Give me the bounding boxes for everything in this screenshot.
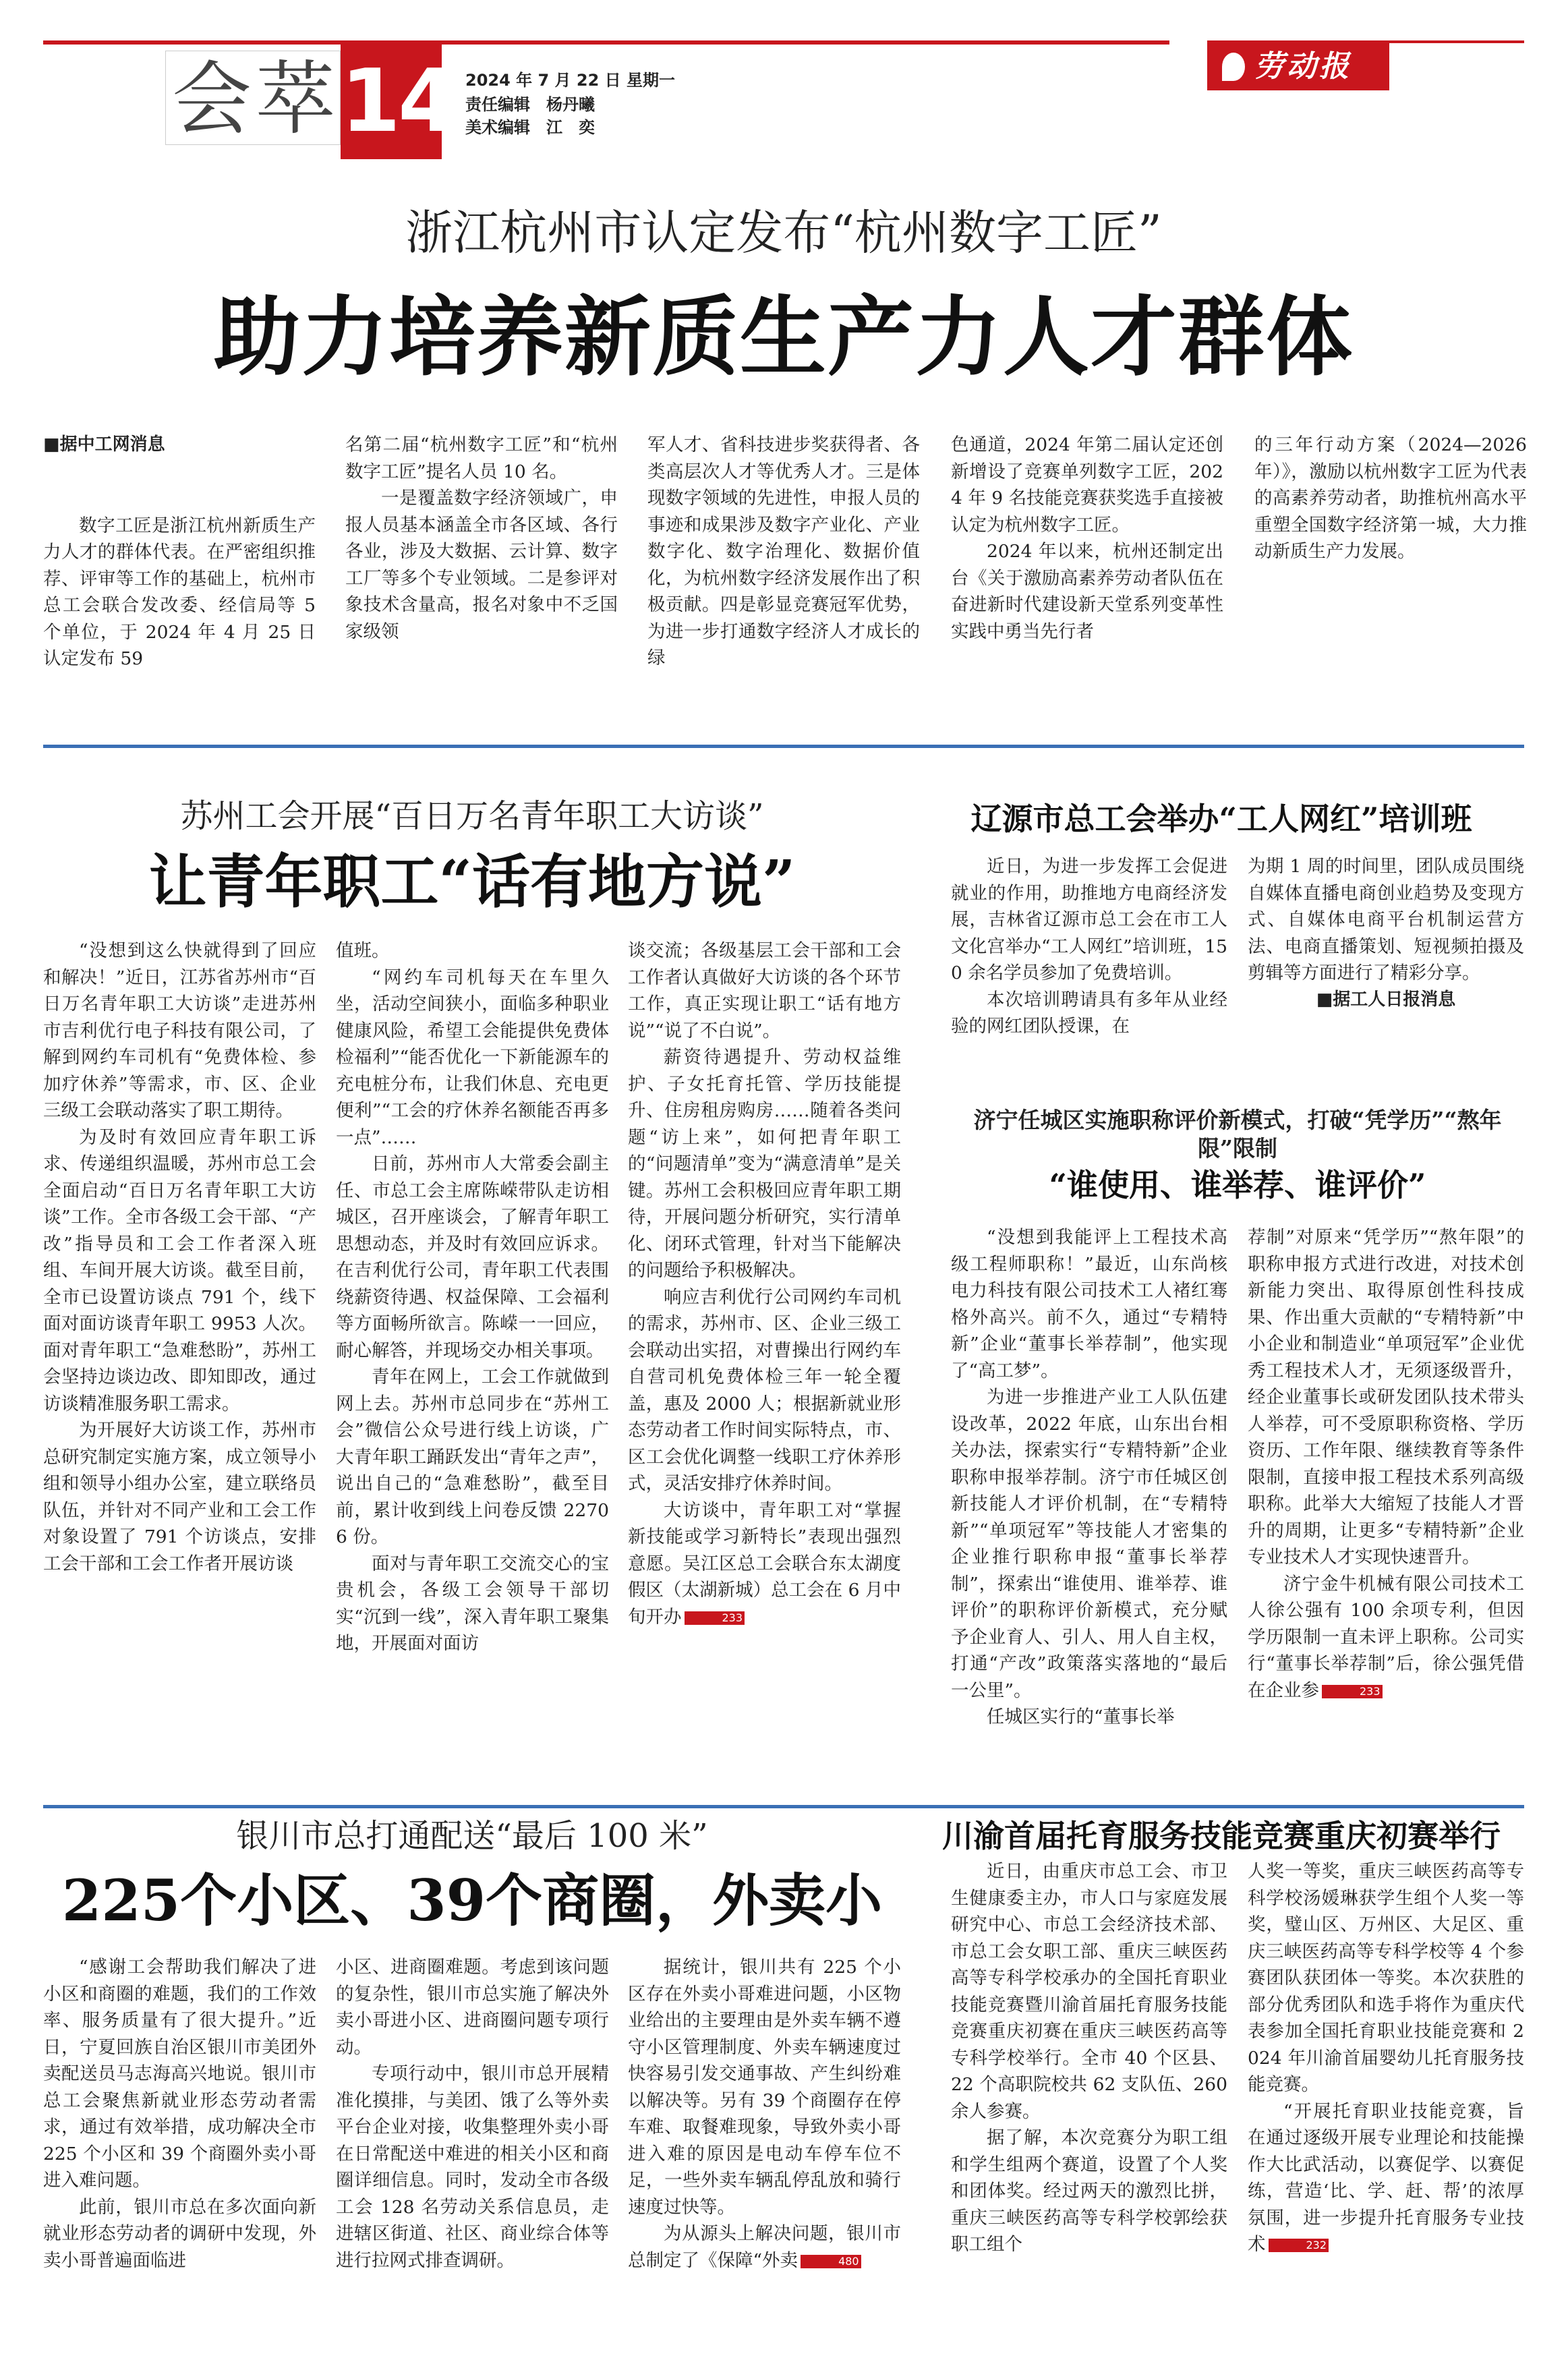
continued-page-tag[interactable]: 480 [801,2255,861,2268]
paragraph: 青年在网上，工会工作就做到网上去。苏州市总同步在“苏州工会”微信公众号进行线上访谈，广大青年职工踊跃发出“青年之声”，说出自己的“急难愁盼”，截至目前，累计收到线上问卷反馈 22706 份。 [336,1367,609,1547]
paragraph: 据了解，本次竞赛分为职工组和学生组两个赛道，设置了个人奖和团体奖。经过两天的激烈比拼，重庆三峡医药高等专科学校郭绘获职工组个 [951,2127,1227,2255]
paragraph: “没想到我能评上工程技术高级工程师职称！”最近，山东尚核电力科技有限公司技术工人褚红骞格外高兴。前不久，通过“专精特新”企业“董事长举荐制”，他实现了“高工梦”。 [951,1227,1227,1381]
paragraph: 的三年行动方案（2024—2026 年）》，激励以杭州数字工匠为代表的高素养劳动者，助推杭州高水平重塑全国数字经济第一城，大力推动新质生产力发展。 [1254,434,1527,562]
continued-page-tag[interactable]: 233 [685,1611,745,1625]
paragraph: “感谢工会帮助我们解决了进小区和商圈的难题，我们的工作效率、服务质量有了很大提升。”近日，宁夏回族自治区银川市美团外卖配送员马志海高兴地说。银川市总工会聚焦新就业形态劳动者需求，通过有效举措，成功解决全市 225 个小区和 39 个商圈外卖小哥进入难问题。 [43,1957,316,2191]
art5-col1 [43,1954,316,2274]
art2-col3 [628,938,901,1630]
section-box [165,51,341,145]
art6-col1 [951,1858,1227,2258]
paragraph: 据统计，银川共有 225 个小区存在外卖小哥难进问题，小区物业给出的主要理由是外卖车辆不遵守小区管理制度、外卖车辆速度过快容易引发交通事故、产生纠纷难以解决等。另有 39 个商圈存在停车难、取餐难现象，导致外卖小哥进入难的原因是电动车停车位不足，一些外卖车辆乱停乱放和骑行速度过快等。 [628,1957,901,2218]
art-editor: 美术编辑 江 奕 [465,118,595,137]
paragraph: 为及时有效回应青年职工诉求、传递组织温暖，苏州市总工会全面启动“百日万名青年职工大访谈”工作。全市各级工会干部、“产改”指导员和工会工作者深入班组、车间开展大访谈。截至目前，全市已设置访谈点 791 个，线下面对面访谈青年职工 9953 人次。面对青年职工“急难愁盼”，苏州工会坚持边谈边改、即知即改，通过访谈精准服务职工需求。 [43,1126,316,1414]
paragraph: 色通道，2024 年第二届认定还创新增设了竞赛单列数字工匠，2024 年 9 名技能竞赛获奖选手直接被认定为杭州数字工匠。 [951,434,1223,536]
paragraph: 为期 1 周的时间里，团队成员围绕自媒体直播电商创业趋势及变现方式、自媒体电商平台机制运营方法、电商直播策划、短视频拍摄及剪辑等方面进行了精彩分享。 [1248,856,1524,983]
paragraph-text: 济宁金牛机械有限公司技术工人徐公强有 100 余项专利，但因学历限制一直未评上职称。公司实行“董事长举荐制”后，徐公强凭借在企业参 [1248,1573,1524,1701]
paragraph: “网约车司机每天在车里久坐，活动空间狭小，面临多种职业健康风险，希望工会能提供免费体检福利”“能否优化一下新能源车的充电桩分布，让我们休息、充电更便利”“工会的疗休养名额能否再多一点”…… [336,967,609,1148]
paragraph: 人奖一等奖，重庆三峡医药高等专科学校汤媛琳获学生组个人奖一等奖，璧山区、万州区、大足区、重庆三峡医药高等专科学校等 4 个参赛团队获团体一等奖。本次获胜的部分优秀团队和选手将作为重庆代表参加全国托育职业技能竞赛和 2024 年川渝首届婴幼儿托育服务技能竞赛。 [1248,1861,1524,2095]
section-divider [43,745,1524,748]
paper-logo-text: 劳动报 [1254,49,1352,84]
paragraph: “没想到这么快就得到了回应和解决！”近日，江苏省苏州市“百日万名青年职工大访谈”走进苏州市吉利优行电子科技有限公司，了解到网约车司机有“免费体检、参加疗休养”等需求，市、区、企业三级工会联动落实了职工期待。 [43,940,316,1121]
paragraph: 名第二届“杭州数字工匠”和“杭州数字工匠”提名人员 10 名。 [345,434,618,482]
paragraph: 为开展好大访谈工作，苏州市总研究制定实施方案，成立领导小组和领导小组办公室，建立联络员队伍，并针对不同产业和工会工作对象设置了 791 个访谈点，安排工会干部和工会工作者开展访谈 [43,1420,316,1574]
art2-col1 [43,938,316,1577]
paragraph: 荐制”对原来“凭学历”“熬年限”的职称申报方式进行改进，对技术创新能力突出、取得原创性科技成果、作出重大贡献的“专精特新”中小企业和制造业“单项冠军”企业优秀工程技术人才，无须逐级晋升，经企业董事长或研发团队技术带头人举荐，可不受原职称资格、学历资历、工作年限、继续教育等条件限制，直接申报工程技术系列高级职称。此举大大缩短了技能人才晋升的周期，让更多“专精特新”企业专业技术人才实现快速晋升。 [1248,1227,1524,1568]
paragraph: 小区、进商圈难题。考虑到该问题的复杂性，银川市总实施了解决外卖小哥进小区、进商圈问题专项行动。 [336,1957,609,2058]
art1-title: 助力培养新质生产力人才群体 [213,287,1354,388]
art1-col4 [951,432,1223,645]
paragraph: 薪资待遇提升、劳动权益维护、子女托育托管、学历技能提升、住房租房购房……随着各类问题“访上来”，如何把青年职工的“问题清单”变为“满意清单”是关键。苏州工会积极回应青年职工期待，开展问题分析研究，实行清单化、闭环式管理，针对当下能解决的问题给予积极解决。 [628,1047,901,1281]
paragraph: 数字工匠是浙江杭州新质生产力人才的群体代表。在严密组织推荐、评审等工作的基础上，杭州市总工会联合发改委、经信局等 5 个单位，于 2024 年 4 月 25 日认定发布 59 [43,515,316,669]
art6-title: 川渝首届托育服务技能竞赛重庆初赛举行 [942,1818,1501,1854]
paragraph: 日前，苏州市人大常委会副主任、市总工会主席陈嵘带队走访相城区，召开座谈会，了解青年职工思想动态，并及时有效回应诉求。在吉利优行公司，青年职工代表围绕薪资待遇、权益保障、工会福利等方面畅所欲言。陈嵘一一回应，耐心解答，并现场交办相关事项。 [336,1153,609,1361]
art2-col2 [336,938,609,1657]
paragraph [628,1497,901,1631]
art1-kicker: 浙江杭州市认定发布“杭州数字工匠” [405,205,1162,260]
art4-col1 [951,1224,1227,1731]
art5-kicker: 银川市总打通配送“最后 100 米” [236,1817,708,1855]
page-number: 14 [341,45,442,159]
paragraph: 任城区实行的“董事长举 [987,1706,1175,1727]
continued-page-tag[interactable]: 232 [1269,2239,1329,2252]
art3-col2 [1248,853,1524,1013]
paragraph-text: 为从源头上解决问题，银川市总制定了《保障“外卖 [628,2223,901,2271]
paper-logo [1207,43,1389,90]
art1-col2 [345,432,618,645]
paragraph: 值班。 [336,940,390,961]
paragraph: 近日，由重庆市总工会、市卫生健康委主办，市人口与家庭发展研究中心、市总工会经济技术部、市总工会女职工部、重庆三峡医药高等专科学校承办的全国托育职业技能竞赛暨川渝首届托育服务技能竞赛重庆初赛在重庆三峡医药高等专科学校举行。全市 40 个区县、22 个高职院校共 62 支队伍、260 余人参赛。 [951,1861,1227,2122]
art1-col5 [1254,432,1527,565]
section-name: 会萃 [172,53,340,146]
paragraph: 一是覆盖数字经济领域广，申报人员基本涵盖全市各区域、各行各业，涉及大数据、云计算、数字工厂等多个专业领域。二是参评对象技术含量高，报名对象中不乏国家级领 [345,488,618,642]
issue-date: 2024 年 7 月 22 日 星期一 [465,71,676,90]
paragraph: 此前，银川市总在多次面向新就业形态劳动者的调研中发现，外卖小哥普遍面临进 [43,2196,316,2271]
responsible-editor: 责任编辑 杨丹曦 [465,95,595,114]
art3-col1 [951,853,1227,1040]
paragraph: 谈交流；各级基层工会干部和工会工作者认真做好大访谈的各个环节工作，真正实现让职工“话有地方说”“说了不白说”。 [628,940,901,1041]
paragraph [628,2220,901,2274]
art3-source: ■据工人日报消息 [1316,989,1456,1010]
top-rule [43,40,1169,45]
section-divider [43,1805,1524,1808]
art4-title: “谁使用、谁举荐、谁评价” [1049,1167,1426,1203]
paragraph: 专项行动中，银川市总开展精准化摸排，与美团、饿了么等外卖平台企业对接，收集整理外卖小哥在日常配送中难进的相关小区和商圈详细信息。同时，发动全市各级工会 128 名劳动关系信息员，走进辖区街道、社区、商业综合体等进行拉网式排查调研。 [336,2063,609,2271]
art2-kicker: 苏州工会开展“百日万名青年职工大访谈” [180,797,764,835]
art4-kicker: 济宁任城区实施职称评价新模式，打破“凭学历”“熬年限”限制 [973,1107,1502,1161]
art5-col3 [628,1954,901,2274]
art2-title: 让青年职工“话有地方说” [148,848,796,916]
paragraph: 军人才、省科技进步奖获得者、各类高层次人才等优秀人才。三是体现数字领域的先进性，申报人员的事迹和成果涉及数字产业化、产业数字化、数字治理化、数据价值化，为杭州数字经济发展作出了积极贡献。四是彰显竞赛冠军优势，为进一步打通数字经济人才成长的绿 [647,434,920,668]
art1-source: ■据中工网消息 [43,434,165,455]
paragraph: 为进一步推进产业工人队伍建设改革，2022 年底，山东出台相关办法，探索实行“专精特新”企业职称申报举荐制。济宁市任城区创新技能人才评价机制，在“专精特新”“单项冠军”等技能人才密集的企业推行职称申报“董事长举荐制”，探索出“谁使用、谁举荐、谁评价”的职称评价新模式，充分赋予企业育人、引人、用人自主权，打通“产改”政策落实落地的“最后一公里”。 [951,1387,1227,1701]
art1-col1 [43,432,316,672]
art5-col2 [336,1954,609,2274]
paragraph: 响应吉利优行公司网约车司机的需求，苏州市、区、企业三级工会联动出实招，对曹操出行网约车自营司机免费体检三年一轮全覆盖，惠及 2000 人；根据新就业形态劳动者工作时间实际特点，市、区工会优化调整一线职工疗休养形式，灵活安排疗休养时间。 [628,1286,901,1494]
paper-logo-icon [1222,53,1245,81]
paragraph: 面对与青年职工交流交心的宝贵机会，各级工会领导干部切实“沉到一线”，深入青年职工聚集地，开展面对面访 [336,1553,609,1654]
paragraph: 近日，为进一步发挥工会促进就业的作用，助推地方电商经济发展，吉林省辽源市总工会在市工人文化宫举办“工人网红”培训班，150 余名学员参加了免费培训。 [951,856,1227,983]
paragraph-text: “开展托育职业技能竞赛，旨在通过逐级开展专业理论和技能操作大比武活动，以赛促学、以赛促练，营造‘比、学、赶、帮’的浓厚氛围，进一步提升托育服务专业技术 [1248,2100,1524,2255]
continued-page-tag[interactable]: 233 [1322,1685,1383,1698]
paragraph [1248,2098,1524,2258]
art5-title: 225个小区、39个商圈，外卖小 [61,1867,883,1934]
art3-title: 辽源市总工会举办“工人网红”培训班 [970,801,1472,837]
art6-col2 [1248,1858,1524,2258]
art4-col2 [1248,1224,1524,1704]
art1-col3 [647,432,920,672]
paragraph-text: 大访谈中，青年职工对“掌握新技能或学习新特长”表现出强烈意愿。吴江区总工会联合东太湖度假区（太湖新城）总工会在 6 月中旬开办 [628,1499,901,1628]
paragraph: 2024 年以来，杭州还制定出台《关于激励高素养劳动者队伍在奋进新时代建设新天堂系列变革性实践中勇当先行者 [951,541,1223,642]
paragraph: 本次培训聘请具有多年从业经验的网红团队授课，在 [951,989,1227,1037]
paragraph [1248,1571,1524,1704]
